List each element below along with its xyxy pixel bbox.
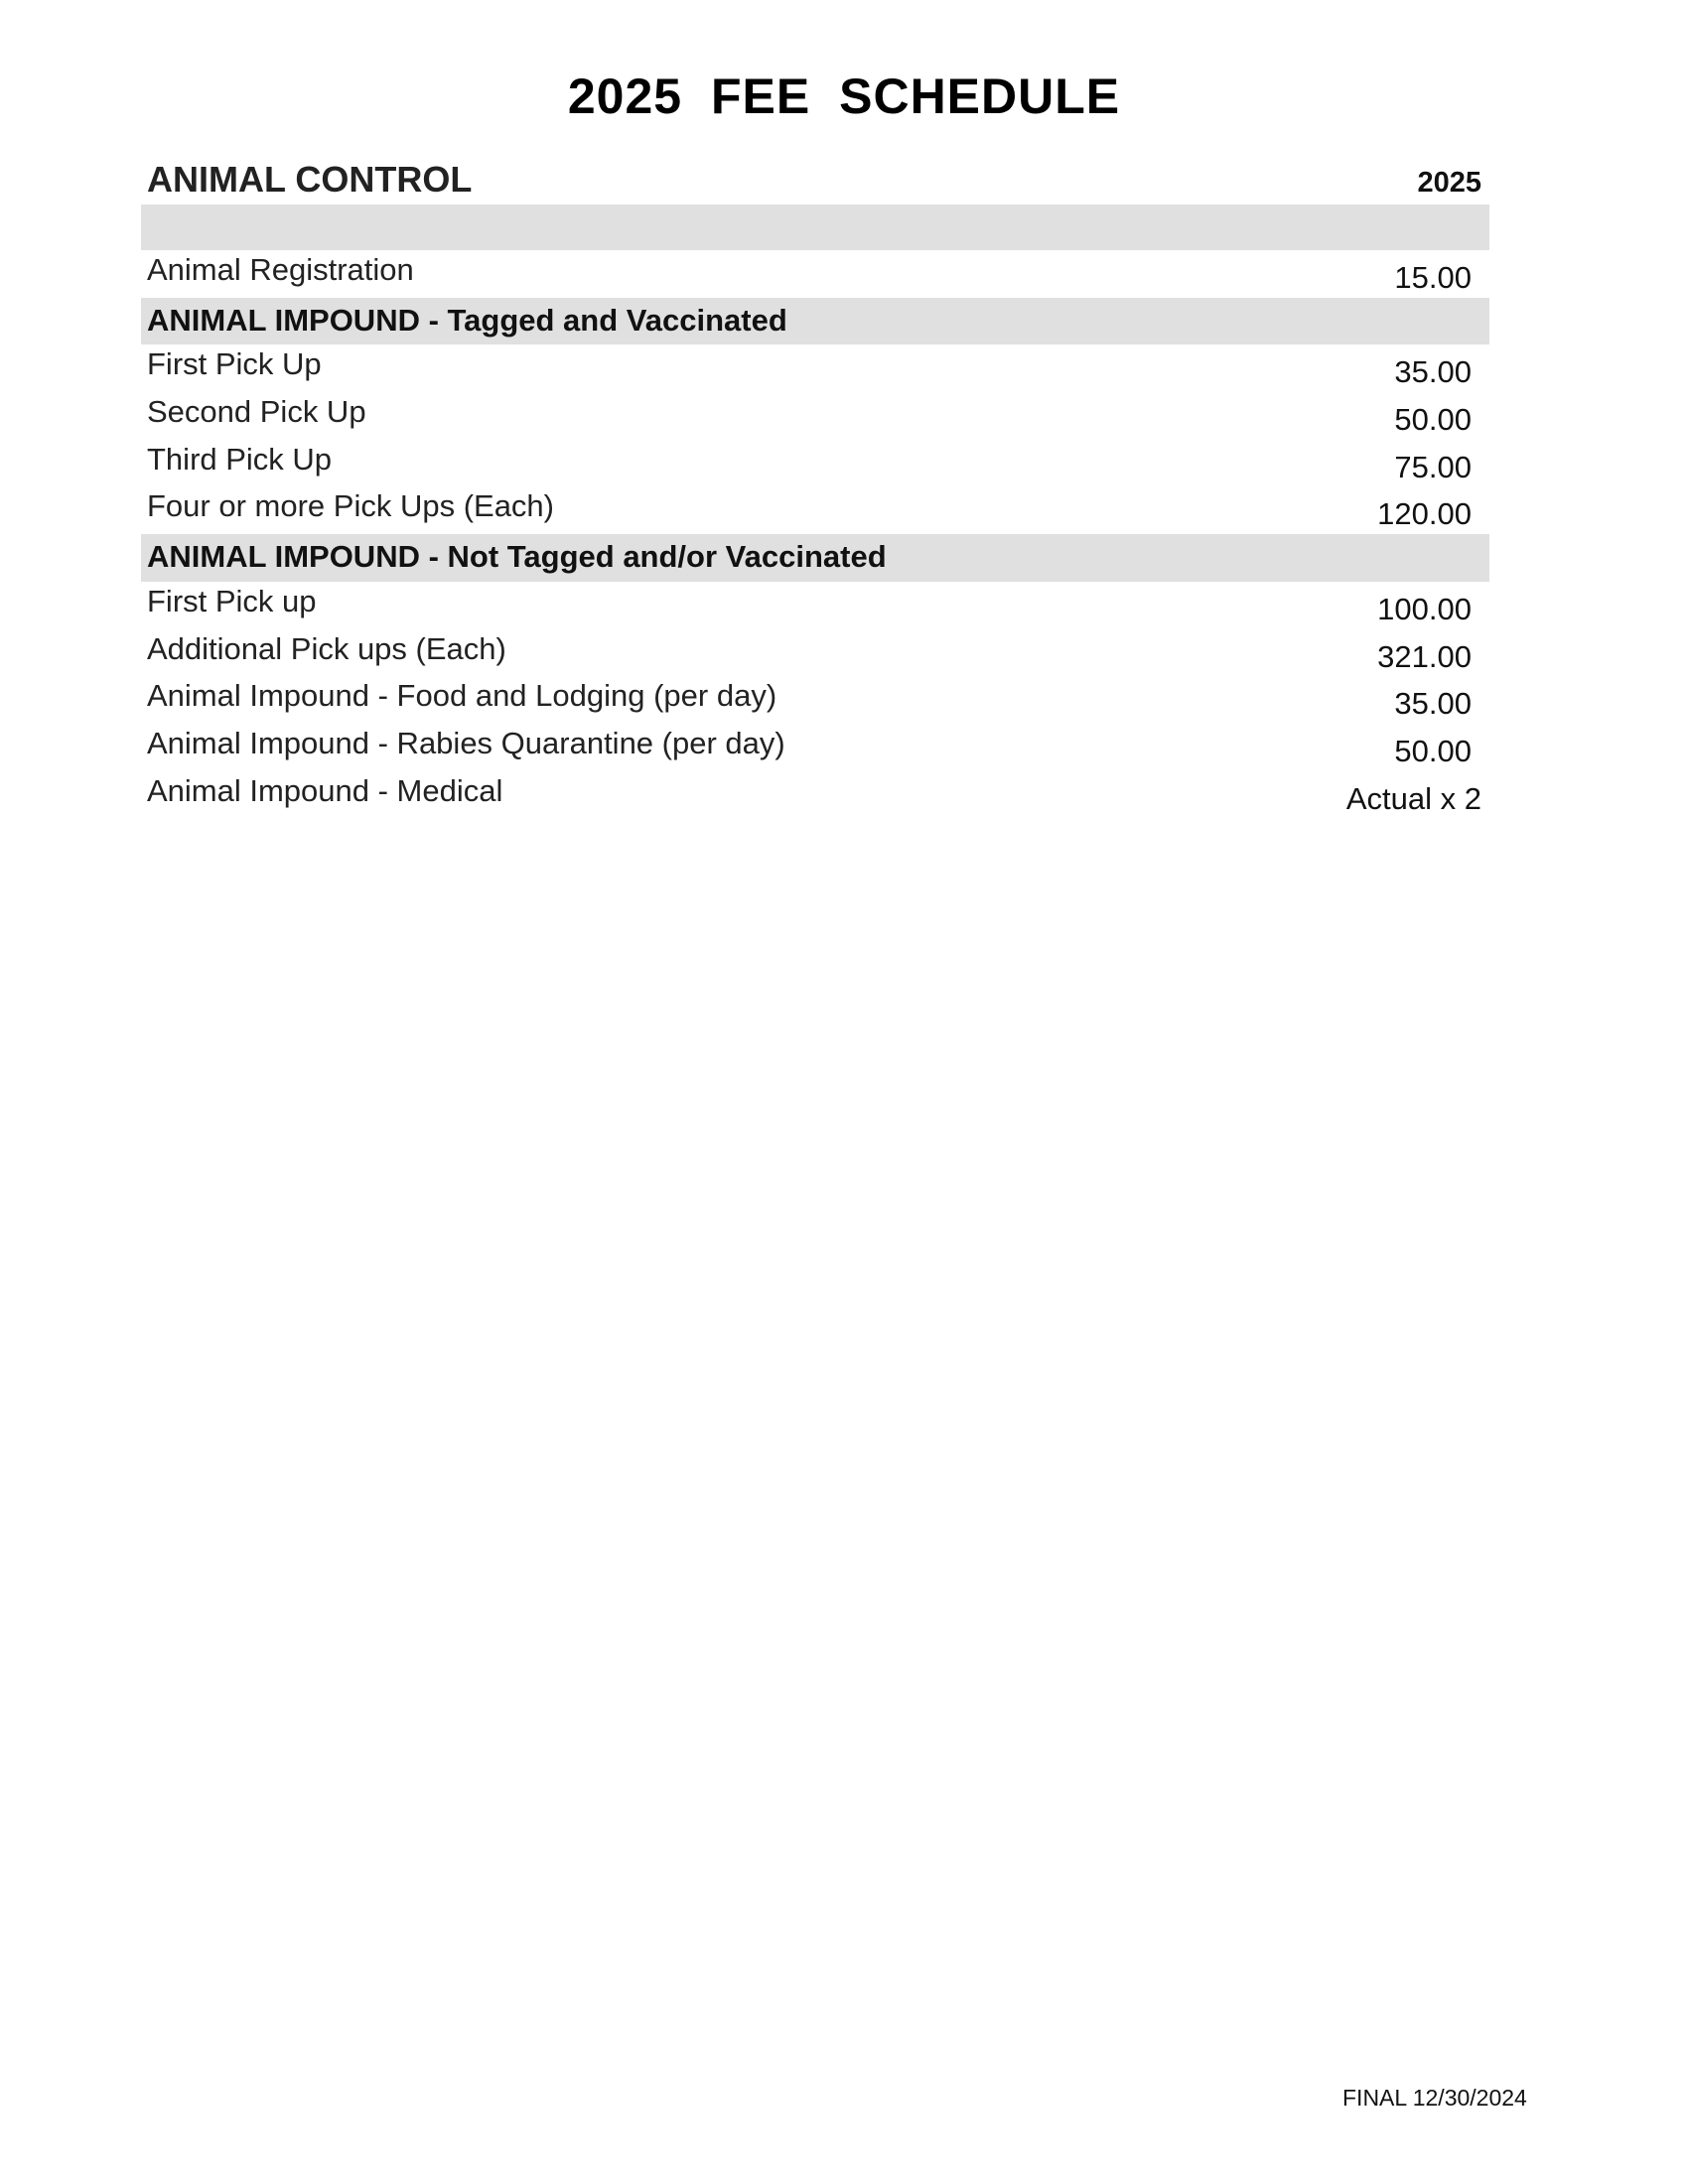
year-column-header: 2025	[1417, 167, 1481, 199]
fee-label: Four or more Pick Ups (Each)	[147, 488, 554, 524]
fee-label: Animal Impound - Food and Lodging (per day)	[147, 678, 777, 714]
footer-note: FINAL 12/30/2024	[1342, 2085, 1527, 2111]
page-title: 2025 FEE SCHEDULE	[567, 68, 1121, 124]
fee-row	[141, 440, 1489, 487]
section-header	[141, 149, 1489, 206]
section-title: ANIMAL CONTROL	[147, 159, 473, 200]
fee-value: 50.00	[1394, 402, 1472, 438]
fee-label: Second Pick Up	[147, 394, 366, 430]
fee-value: 75.00	[1394, 449, 1472, 484]
fee-value: Actual x 2	[1345, 780, 1481, 816]
fee-label: First Pick up	[147, 583, 317, 618]
fee-value: 35.00	[1394, 686, 1472, 722]
fee-label: First Pick Up	[147, 346, 322, 382]
fee-row	[141, 344, 1489, 392]
fee-row	[141, 392, 1489, 440]
fee-row	[141, 629, 1489, 677]
fee-value: 321.00	[1377, 638, 1472, 674]
fee-row	[141, 771, 1489, 819]
group-header-label: ANIMAL IMPOUND - Tagged and Vaccinated	[147, 302, 787, 338]
fee-row	[141, 250, 1489, 298]
fee-row	[141, 724, 1489, 771]
fee-row	[141, 676, 1489, 724]
fee-value: 120.00	[1377, 496, 1472, 532]
fee-row	[141, 582, 1489, 629]
fee-row	[141, 486, 1489, 534]
fee-label: Third Pick Up	[147, 441, 333, 477]
group-header-row	[141, 534, 1489, 582]
fee-label: Animal Impound - Rabies Quarantine (per day)	[147, 725, 785, 760]
fee-label: Additional Pick ups (Each)	[147, 630, 506, 666]
fee-value: 35.00	[1394, 354, 1472, 390]
shaded-spacer-row	[141, 205, 1489, 250]
fee-value: 100.00	[1377, 591, 1472, 626]
fee-value: 50.00	[1394, 733, 1472, 768]
fee-value: 15.00	[1394, 260, 1472, 295]
fee-table	[141, 205, 1489, 818]
fee-label: Animal Registration	[147, 252, 414, 287]
fee-label: Animal Impound - Medical	[147, 772, 503, 808]
group-header-row	[141, 298, 1489, 345]
group-header-label: ANIMAL IMPOUND - Not Tagged and/or Vaccinated	[147, 539, 887, 575]
